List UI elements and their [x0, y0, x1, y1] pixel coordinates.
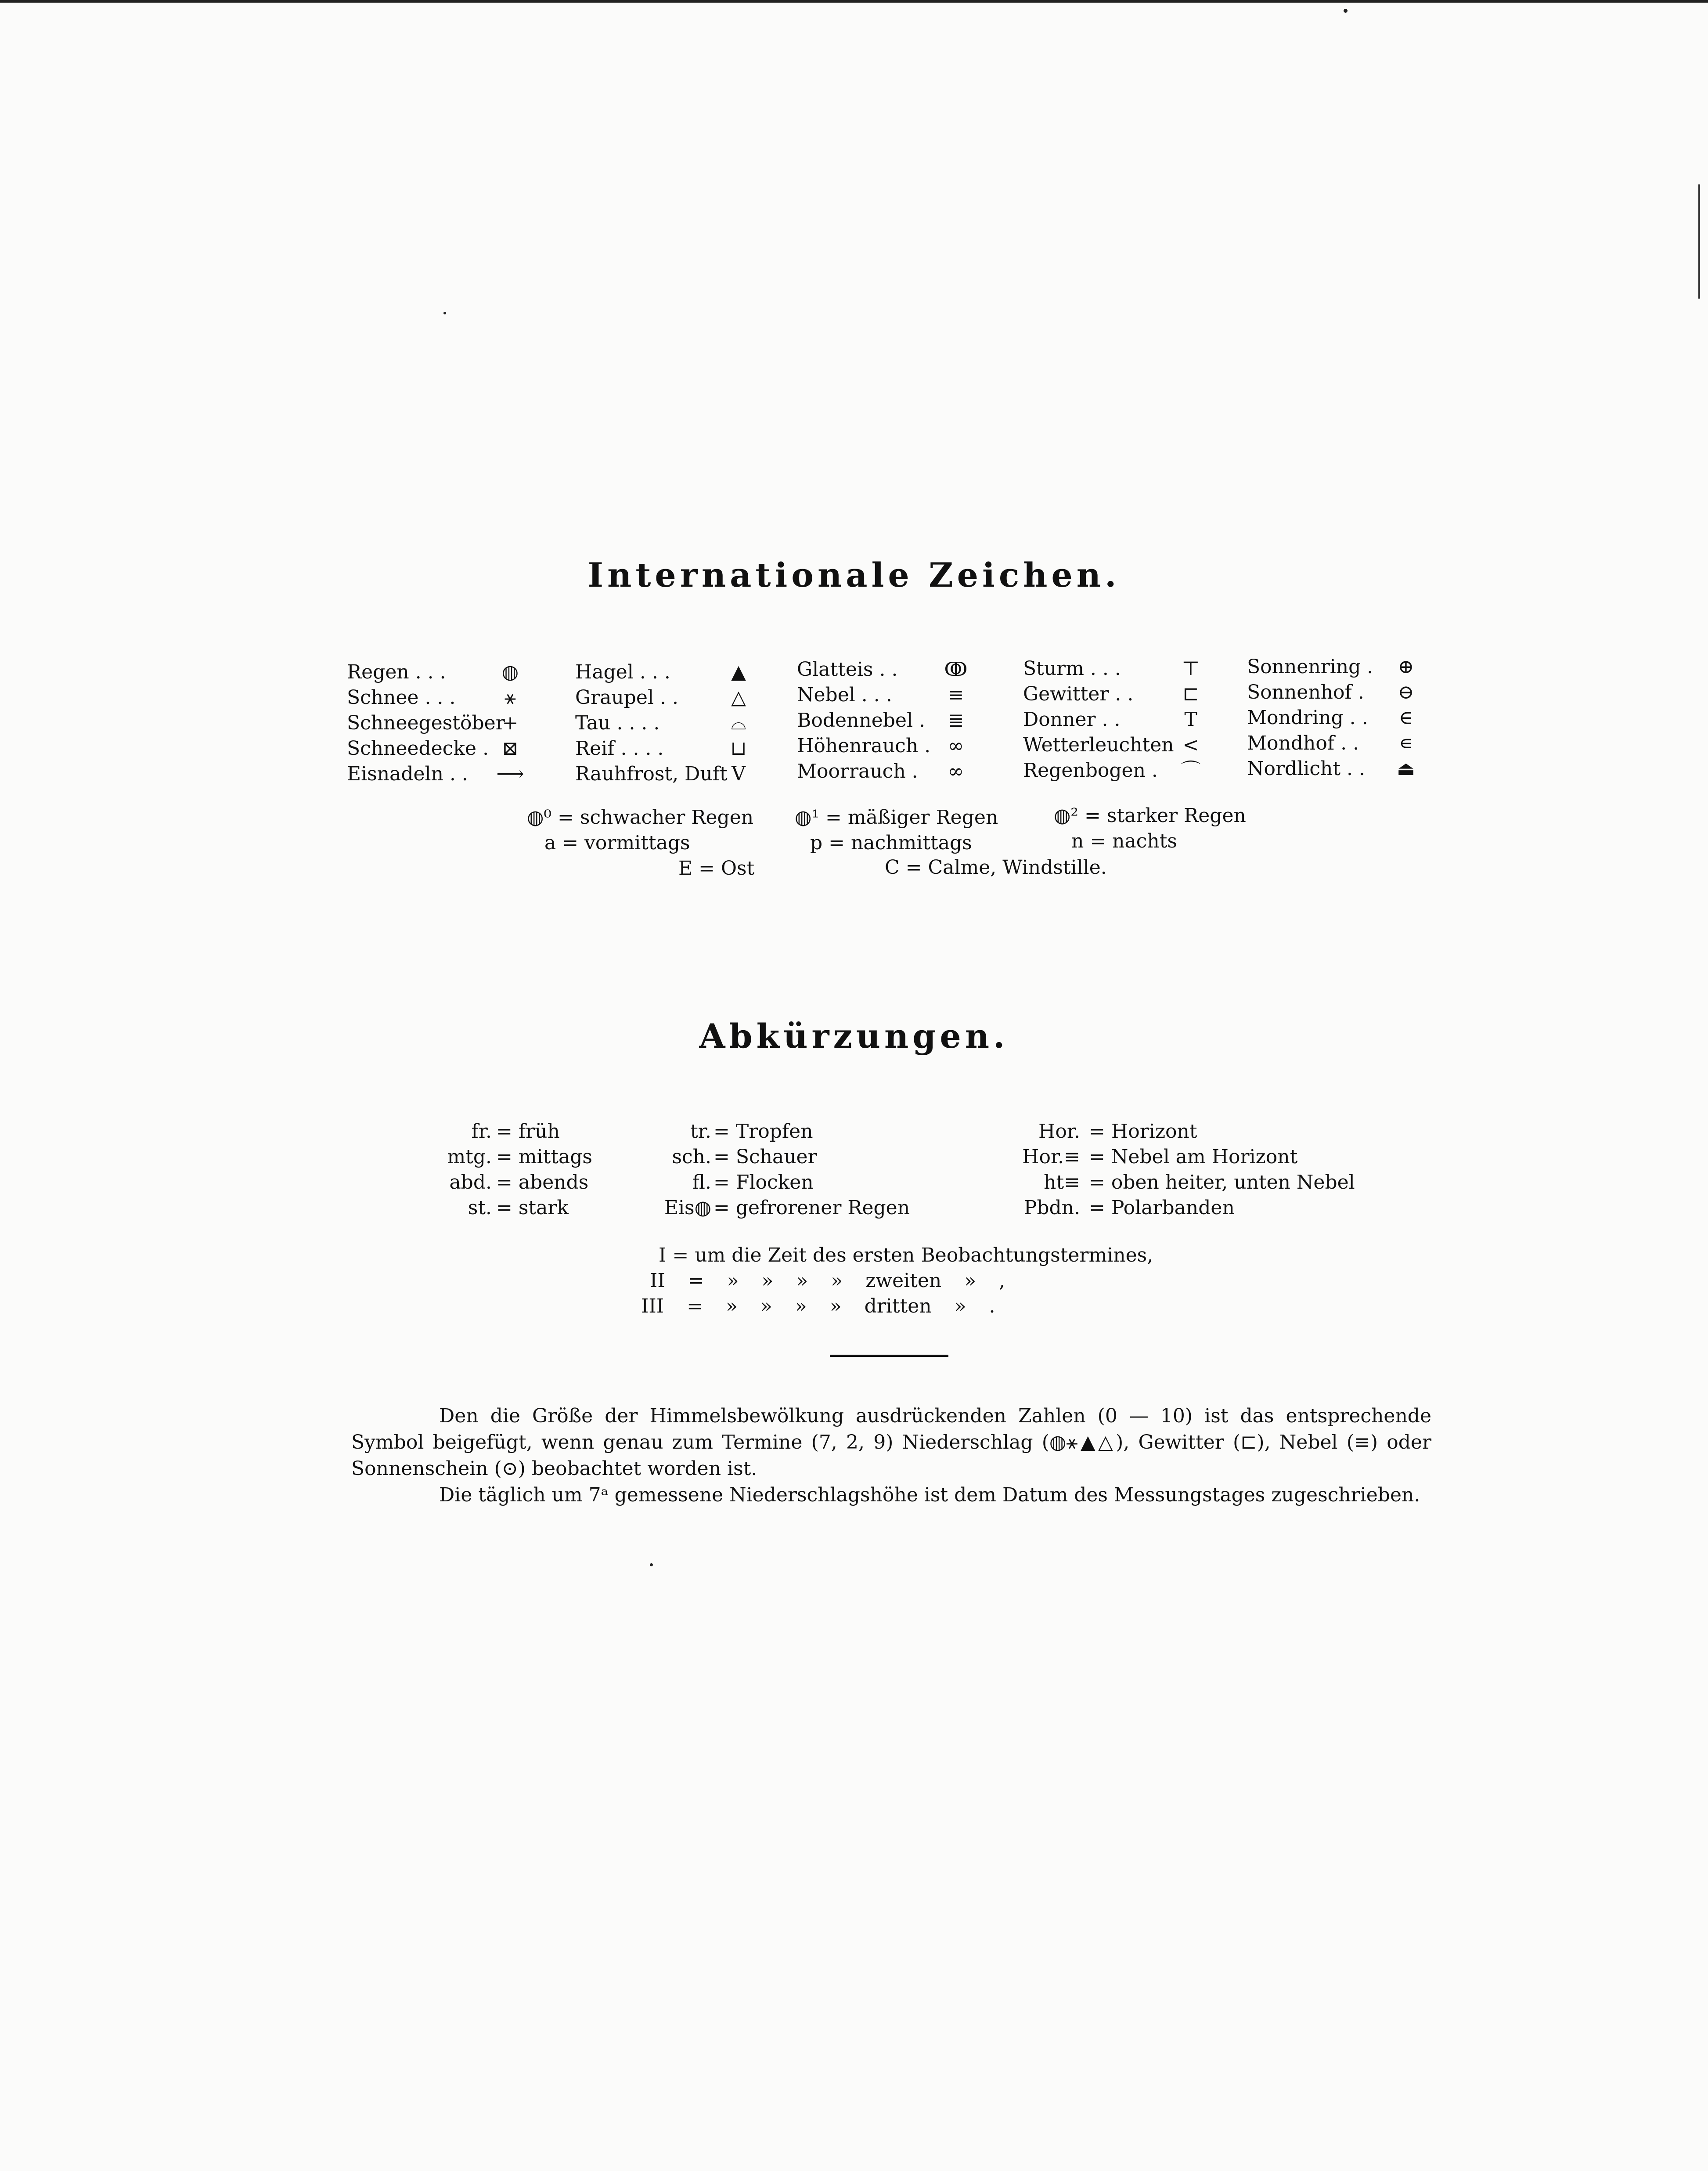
abbreviation-key: fr. — [471, 1120, 492, 1143]
symbol-entry — [1247, 731, 1436, 756]
abbreviation-row — [632, 1195, 948, 1221]
symbol-label: Höhenrauch . — [797, 735, 931, 757]
abbreviation-key: abd. — [449, 1171, 492, 1194]
legend-morning: a = vormittags — [544, 832, 690, 854]
symbol-column-2 — [575, 660, 760, 787]
moon-halo-icon: ∊ — [1399, 732, 1413, 754]
rainbow-icon: ⌒ — [1181, 759, 1200, 782]
abbreviation-key: mtg. — [447, 1146, 492, 1168]
footnote-paragraph-2: Die täglich um 7ᵃ gemessene Niederschlagshöhe ist dem Datum des Messungstages zugeschrieben. — [439, 1484, 1420, 1506]
symbol-entry — [1023, 707, 1216, 732]
symbol-label: Regenbogen . — [1023, 759, 1158, 782]
abbreviation-row — [632, 1170, 948, 1195]
symbol-label: Sonnenhof . — [1247, 681, 1364, 703]
symbol-column-3 — [797, 657, 981, 784]
term-note: II = » » » » zweiten » , — [650, 1269, 1005, 1292]
snowstorm-icon: + — [502, 712, 519, 734]
sun-halo-icon: ⊖ — [1398, 681, 1414, 703]
ink-speck — [1344, 9, 1348, 13]
graupel-icon: △ — [731, 686, 746, 709]
footnote-text — [351, 1403, 1431, 1508]
sun-ring-icon: ⊕ — [1398, 656, 1414, 678]
abbreviation-value: = stark — [496, 1197, 569, 1219]
symbol-label: Wetterleuchten — [1023, 734, 1174, 756]
symbol-label: Graupel . . — [575, 686, 678, 709]
symbol-entry — [1023, 656, 1216, 682]
abbreviation-value: = früh — [496, 1120, 560, 1143]
abbreviation-value: = Schauer — [713, 1146, 817, 1168]
symbol-label: Sonnenring . — [1247, 656, 1373, 678]
symbol-label: Moorrauch . — [797, 760, 918, 783]
legend-night: n = nachts — [1071, 830, 1177, 852]
symbol-label: Mondhof . . — [1247, 732, 1359, 754]
top-border-line — [0, 0, 1708, 3]
symbol-entry — [575, 660, 760, 685]
glaze-icon: ↂ — [944, 658, 968, 681]
abbreviation-value: = Polarbanden — [1089, 1197, 1235, 1219]
legend-east: E = Ost — [678, 857, 755, 880]
abbreviation-row — [632, 1119, 948, 1144]
symbol-entry — [1247, 680, 1436, 705]
legend-calm: C = Calme, Windstille. — [885, 856, 1107, 879]
abbreviation-key: st. — [468, 1197, 492, 1219]
rime-icon: V — [731, 763, 746, 785]
symbol-label: Eisnadeln . . — [347, 763, 468, 785]
symbol-entry — [1023, 732, 1216, 758]
symbol-column-4 — [1023, 656, 1216, 783]
abbreviation-key: Hor.≡ — [1022, 1146, 1080, 1168]
symbol-entry — [575, 761, 760, 787]
symbol-label: Rauhfrost, Duft — [575, 763, 728, 785]
symbol-entry — [797, 682, 981, 708]
abbreviation-value: = Tropfen — [713, 1120, 813, 1143]
abbreviation-key: sch. — [672, 1146, 711, 1168]
symbol-entry — [1247, 756, 1436, 782]
symbol-label: Mondring . . — [1247, 707, 1368, 729]
aurora-icon: ⏏ — [1397, 757, 1415, 780]
symbol-label: Regen . . . — [347, 661, 446, 683]
symbol-entry — [1023, 682, 1216, 707]
rain-icon: ◍ — [501, 661, 519, 683]
symbol-entry — [347, 736, 531, 761]
symbol-label: Glatteis . . — [797, 658, 898, 681]
symbol-label: Sturm . . . — [1023, 657, 1121, 680]
snow-icon: ⚹ — [504, 686, 516, 709]
ink-speck — [650, 1563, 653, 1566]
thunderstorm-icon: ⊏ — [1182, 683, 1199, 705]
symbol-entry — [1247, 705, 1436, 731]
section-title-abbreviations: Abkürzungen. — [699, 1017, 1009, 1056]
abbreviation-value: = Horizont — [1089, 1120, 1197, 1143]
legend-rain-weak: ◍⁰ = schwacher Regen — [527, 806, 754, 829]
sheet-lightning-icon: < — [1182, 734, 1199, 756]
ink-speck — [443, 312, 446, 314]
abbreviation-row — [378, 1119, 588, 1144]
abbreviation-key: Pbdn. — [1023, 1197, 1080, 1219]
separator-rule — [830, 1355, 948, 1357]
abbreviation-column-2 — [632, 1119, 948, 1221]
abbreviation-key: tr. — [690, 1120, 711, 1143]
symbol-column-1 — [347, 660, 531, 787]
moon-ring-icon: ∈ — [1398, 707, 1413, 729]
abbreviation-value: = oben heiter, unten Nebel — [1089, 1171, 1355, 1194]
abbreviation-column-1 — [378, 1119, 592, 1221]
symbol-label: Nordlicht . . — [1247, 757, 1365, 780]
snowcover-icon: ⊠ — [502, 737, 519, 760]
ice-needles-icon: ⟶ — [496, 763, 524, 785]
thunder-icon: T — [1184, 708, 1197, 731]
legend-rain-moderate: ◍¹ = mäßiger Regen — [795, 806, 998, 829]
haze-icon: ∞ — [948, 735, 964, 757]
symbol-label: Bodennebel . — [797, 709, 925, 732]
right-edge-mark — [1698, 184, 1700, 299]
abbreviation-value: = Flocken — [713, 1171, 814, 1194]
dew-icon: ⌓ — [731, 712, 746, 734]
ground-fog-icon: ≣ — [948, 709, 964, 732]
symbol-label: Donner . . — [1023, 708, 1121, 731]
symbol-entry — [797, 657, 981, 682]
abbreviation-value: = Nebel am Horizont — [1089, 1146, 1298, 1168]
symbol-entry — [347, 660, 531, 685]
term-note: III = » » » » dritten » . — [641, 1295, 995, 1317]
symbol-entry — [797, 708, 981, 733]
symbol-label: Schnee . . . — [347, 686, 456, 709]
symbol-label: Hagel . . . — [575, 661, 670, 683]
abbreviation-row — [984, 1119, 1379, 1144]
abbreviation-key: Eis◍ — [664, 1197, 711, 1219]
legend-afternoon: p = nachmittags — [810, 832, 972, 854]
abbreviation-value: = abends — [496, 1171, 589, 1194]
abbreviation-key: fl. — [692, 1171, 711, 1194]
abbreviation-row — [378, 1170, 588, 1195]
abbreviation-row — [378, 1144, 592, 1170]
symbol-entry — [1247, 654, 1436, 680]
term-note: I = um die Zeit des ersten Beobachtungstermines, — [659, 1244, 1153, 1266]
symbol-label: Gewitter . . — [1023, 683, 1134, 705]
hoarfrost-icon: ⊔ — [730, 737, 747, 760]
symbol-label: Schneedecke . — [347, 737, 489, 760]
symbol-label: Schneegestöber — [347, 712, 505, 734]
abbreviation-value: = gefrorener Regen — [713, 1197, 910, 1219]
symbol-entry — [575, 710, 760, 736]
symbol-entry — [1023, 758, 1216, 783]
abbreviation-row — [984, 1195, 1379, 1221]
symbol-entry — [575, 736, 760, 761]
abbreviation-row — [984, 1170, 1379, 1195]
symbol-label: Nebel . . . — [797, 684, 892, 706]
abbreviation-value: = mittags — [496, 1146, 592, 1168]
abbreviation-key: ht≡ — [1044, 1171, 1080, 1194]
fog-icon: ≡ — [948, 684, 964, 706]
symbol-entry — [347, 761, 531, 787]
symbol-column-5 — [1247, 654, 1436, 782]
hail-icon: ▲ — [731, 661, 746, 683]
symbol-entry — [797, 759, 981, 784]
abbreviation-row — [378, 1195, 588, 1221]
footnote-paragraph-1: Den die Größe der Himmelsbewölkung ausdrückenden Zahlen (0 — 10) ist das entsprechende Symbol beigefügt, wenn genau zum Termine (7, 2, 9) Niederschlag (◍⚹▲△), Gewitter (⊏), Nebel (≡) oder Sonnenschein (⊙) beobachtet worden ist. — [351, 1405, 1431, 1480]
storm-icon: ⊤ — [1182, 657, 1200, 680]
moor-smoke-icon: ∞ — [948, 760, 964, 783]
abbreviation-row — [984, 1144, 1379, 1170]
page-title: Internationale Zeichen. — [587, 555, 1121, 595]
abbreviation-key: Hor. — [1038, 1120, 1080, 1143]
symbol-entry — [797, 733, 981, 759]
symbol-entry — [575, 685, 760, 710]
abbreviation-row — [632, 1144, 948, 1170]
abbreviation-column-3 — [984, 1119, 1379, 1221]
symbol-label: Reif . . . . — [575, 737, 664, 760]
symbol-label: Tau . . . . — [575, 712, 660, 734]
symbol-entry — [347, 710, 531, 736]
symbol-entry — [347, 685, 531, 710]
term-notes — [641, 1243, 1186, 1319]
legend-rain-strong: ◍² = starker Regen — [1054, 804, 1246, 827]
